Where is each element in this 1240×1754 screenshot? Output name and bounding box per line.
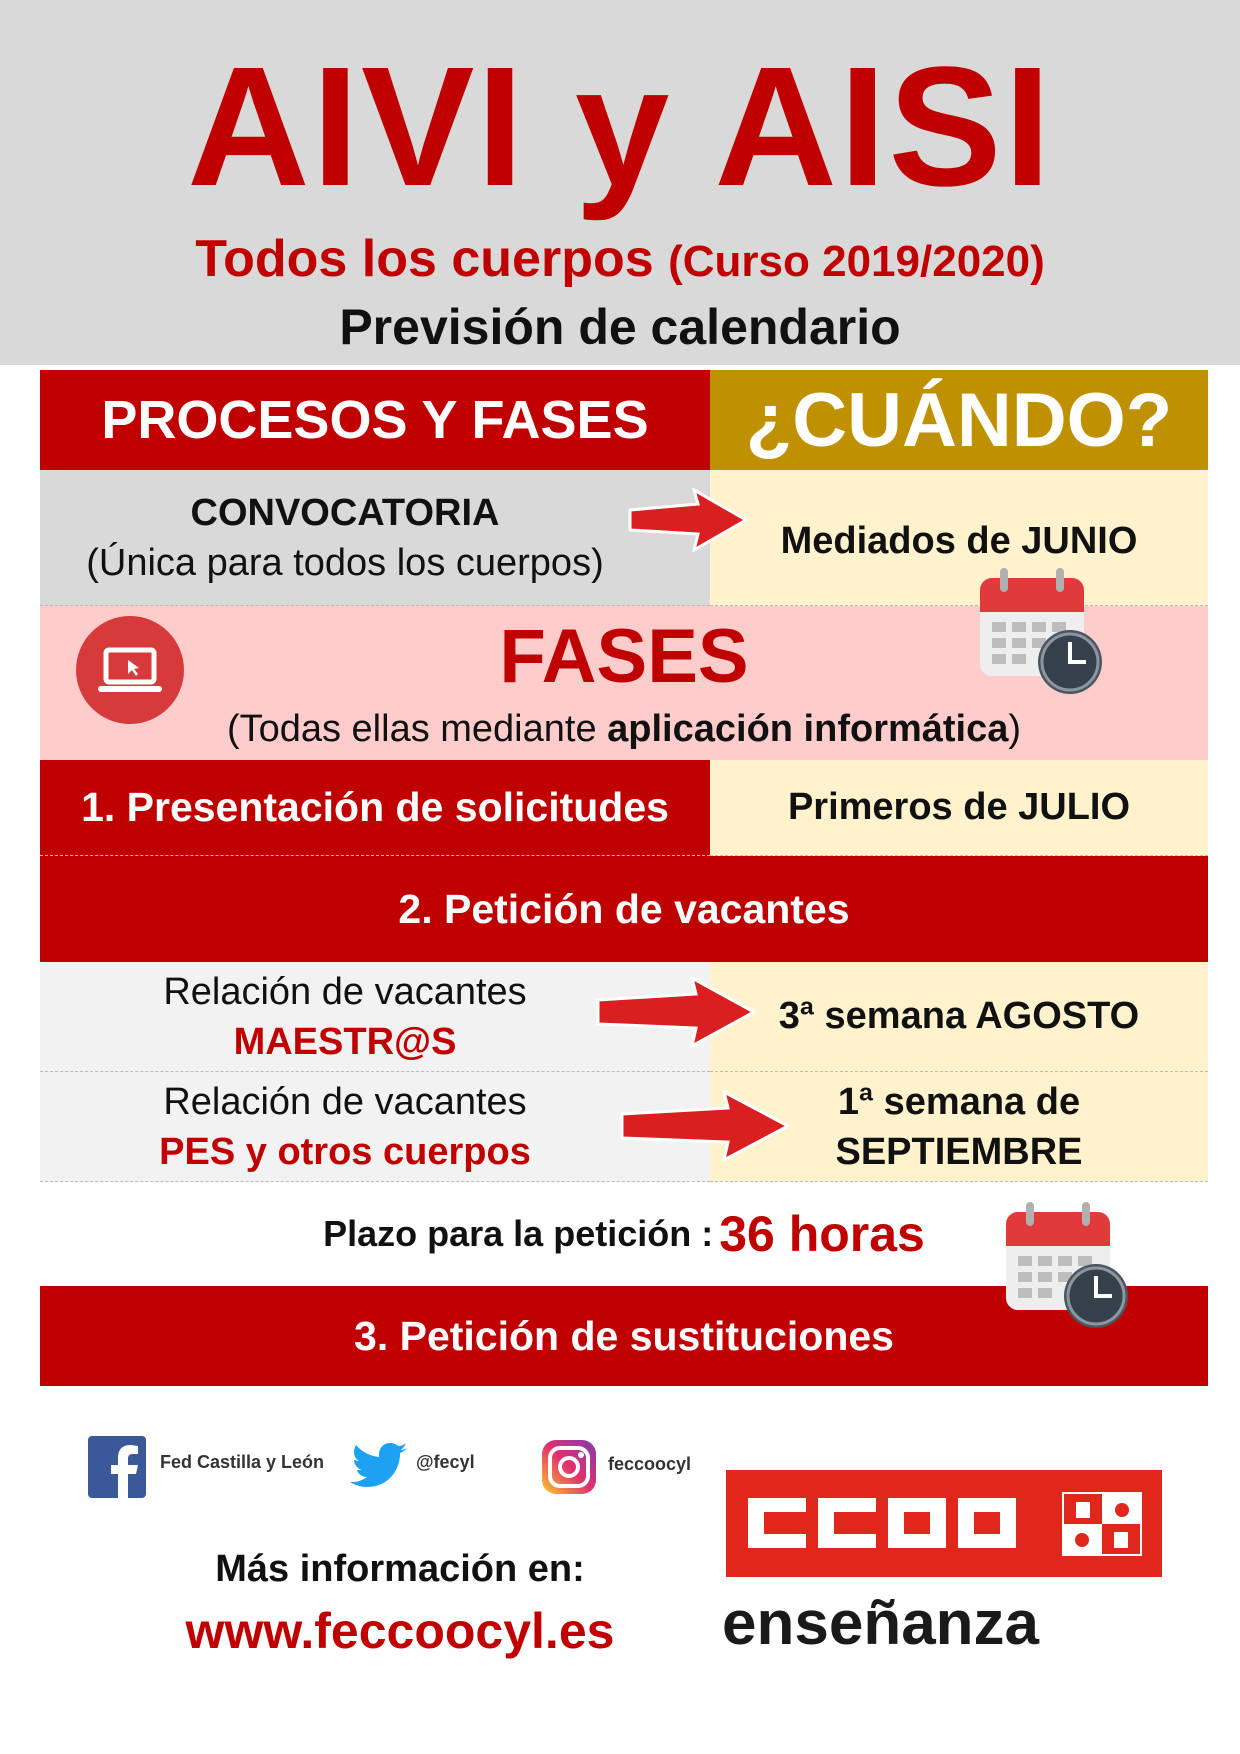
fases-note-bold: aplicación informática [607,708,1009,750]
vacantes-pes-label: Relación de vacantes [163,1080,527,1123]
calendar-clock-icon [976,566,1106,696]
website-link[interactable]: www.feccoocyl.es [185,1603,615,1659]
page-title: AIVI y AISI [187,32,1053,222]
vacantes-pes-when-2: SEPTIEMBRE [835,1130,1083,1173]
subtitle-main: Todos los cuerpos [195,230,654,288]
fases-note [40,705,1208,753]
subtitle-course: (Curso 2019/2020) [668,237,1045,286]
fases-note-suffix: ) [1008,708,1022,750]
ccoo-logo [726,1470,1162,1577]
ccoo-ensenanza: enseñanza [722,1589,1040,1658]
vacantes-pes-when-1: 1ª semana de [837,1080,1081,1123]
plazo-value: 36 horas [719,1206,925,1262]
phase2-label: 2. Petición de vacantes [40,856,1208,962]
more-info-label: Más información en: [215,1548,585,1590]
convocatoria-cell [40,470,710,606]
instagram-label[interactable]: feccoocyl [608,1454,692,1474]
convocatoria-label: CONVOCATORIA [190,491,500,534]
page-subtitle [0,228,1240,293]
calendar-clock-icon [1002,1200,1132,1330]
arrow-right-icon [596,976,756,1048]
arrow-right-icon [620,1090,790,1162]
vacantes-pes-group: PES y otros cuerpos [159,1130,531,1173]
twitter-label[interactable]: @fecyl [416,1452,475,1472]
arrow-right-icon [628,488,748,552]
col-header-processes: PROCESOS Y FASES [40,370,710,470]
twitter-icon[interactable] [346,1436,410,1498]
convocatoria-note: (Única para todos los cuerpos) [86,541,604,584]
vacantes-maestros-when: 3ª semana AGOSTO [710,962,1208,1072]
phase1-label: 1. Presentación de solicitudes [40,760,710,856]
vacantes-maestros-group: MAESTR@S [233,1020,457,1063]
laptop-icon [76,616,184,724]
vacantes-maestros-label: Relación de vacantes [163,970,527,1013]
fases-note-prefix: (Todas ellas mediante [226,708,608,750]
phase1-when: Primeros de JULIO [710,760,1208,856]
plazo-label: Plazo para la petición : [323,1213,714,1254]
facebook-label[interactable]: Fed Castilla y León [160,1452,325,1472]
col-header-when: ¿CUÁNDO? [710,370,1208,470]
fases-title: FASES [499,614,749,699]
convocatoria-when: Mediados de JUNIO [710,470,1208,606]
phase3-label: 3. Petición de sustituciones [40,1286,1208,1386]
vacantes-pes-cell [40,1072,710,1182]
instagram-icon[interactable] [540,1438,598,1496]
facebook-icon[interactable] [88,1436,146,1498]
calendar-label: Previsión de calendario [339,299,901,355]
